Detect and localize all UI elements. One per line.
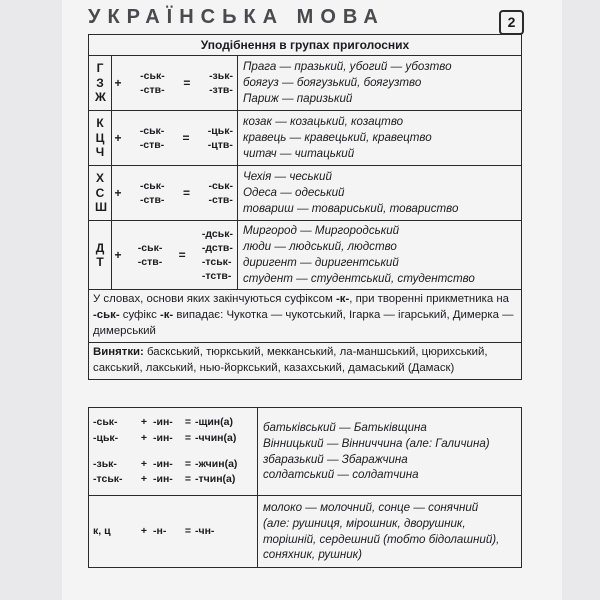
page-header-title: УКРАЇНСЬКА МОВА: [88, 6, 385, 28]
group-row: [89, 56, 522, 111]
suffix-rules: -ськ- + -ин- = -щин(а) -цьк- + -ин- = -ччин(а) -зьк- + -ин- = -жчин(а) -тськ- + -ин- = -тчин(а): [89, 408, 258, 496]
suffix-row: [89, 408, 522, 496]
exceptions-row: [89, 342, 522, 379]
consonant-assimilation-table: [88, 34, 522, 380]
exceptions: Винятки: баскський, тюркський, мекканський, ла-маншський, цюрихський, сакський, лакський, нью-йоркський, казахський, дамаський (Дамаск): [89, 342, 522, 379]
kc-examples: молоко — молочний, сонце — сонячний (але: рушниця, мірошник, дворушник, торішній, сердешний (тобто бідолашний), соняхник, рушник): [258, 496, 522, 568]
kc-row: [89, 496, 522, 568]
group-row: [89, 111, 522, 166]
table-title: Уподібнення в групах приголосних: [89, 35, 522, 56]
group-rule: + -ськ- -ств- = -дськ- -дств- -тськ- -тств-: [112, 221, 238, 290]
group-examples: Миргород — Миргородський люди — людський, людство диригент — диригентський студент — студентський, студентство: [238, 221, 522, 290]
group-examples: Прага — празький, убогий — убозтво боягуз — боягузький, боягузтво Париж — паризький: [238, 56, 522, 111]
suffix-examples: батьківський — Батьківщина Вінницький — Вінниччина (але: Галичина) збаразький — Збаражчина солдатський — солдатчина: [258, 408, 522, 496]
group-letters: К Ц Ч: [89, 111, 112, 166]
kc-rule: к, ц + -н- = -чн-: [89, 496, 258, 568]
group-rule: + -ськ- -ств- = -зьк- -зтв-: [112, 56, 238, 111]
group-row: [89, 166, 522, 221]
rule-note-row: [89, 289, 522, 342]
rule-note: У словах, основи яких закінчуються суфіксом -к-, при творенні прикметника на -ськ- суфікс -к- випадає: Чукотка — чукотський, Ігарка — ігарський, Димерка — димерський: [89, 289, 522, 342]
group-examples: козак — козацький, козацтво кравець — кравецький, кравецтво читач — читацький: [238, 111, 522, 166]
group-rule: + -ськ- -ств- = -ськ- -ств-: [112, 166, 238, 221]
page-number-badge: 2: [499, 10, 524, 35]
suffix-table: [88, 407, 522, 568]
group-letters: Х С Ш: [89, 166, 112, 221]
group-rule: + -ськ- -ств- = -цьк- -цтв-: [112, 111, 238, 166]
group-row: [89, 221, 522, 290]
group-letters: Г З Ж: [89, 56, 112, 111]
group-letters: Д Т: [89, 221, 112, 290]
group-examples: Чехія — чеський Одеса — одеський товариш — товариський, товариство: [238, 166, 522, 221]
